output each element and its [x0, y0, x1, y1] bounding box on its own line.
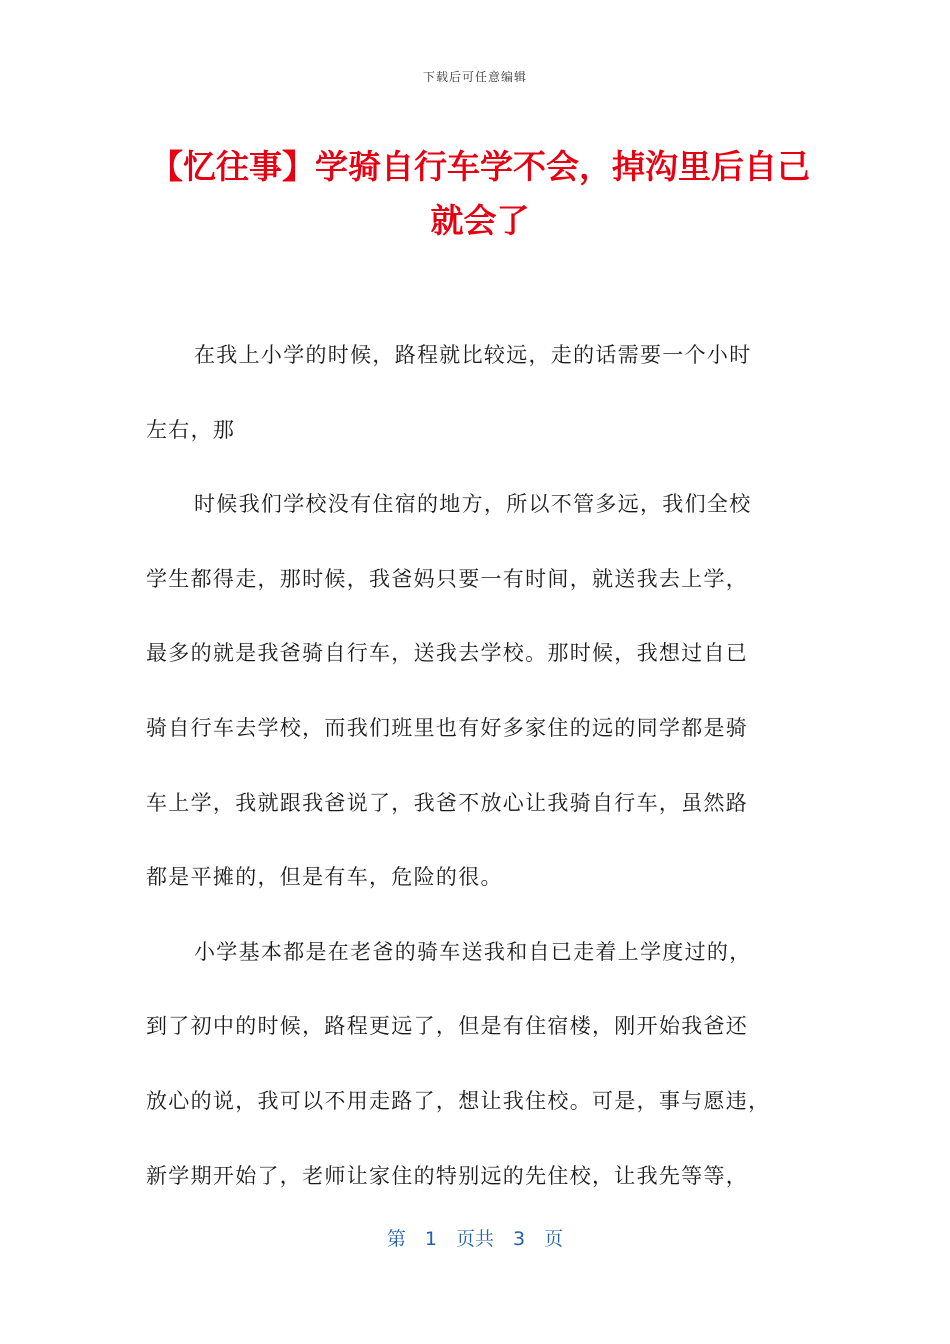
document-title: 【忆往事】学骑自行车学不会，掉沟里后自己就会了: [150, 147, 810, 240]
paragraph-line: 时候我们学校没有住宿的地方，所以不管多远，我们全校: [194, 492, 752, 517]
paragraph-line: 骑自行车去学校，而我们班里也有好多家住的远的同学都是骑: [146, 715, 749, 740]
paragraph-line: 小学基本都是在老爸的骑车送我和自已走着上学度过的，: [194, 939, 752, 964]
document-body: [146, 318, 810, 1213]
paragraph-line: 在我上小学的时候，路程就比较远，走的话需要一个小时: [194, 343, 752, 367]
paragraph-line: 左右，那: [146, 417, 236, 442]
paragraph-line: 车上学，我就跟我爸说了，我爸不放心让我骑自行车，虽然路: [146, 790, 749, 815]
paragraph-line: 到了初中的时候，路程更远了，但是有住宿楼，刚开始我爸还: [146, 1014, 749, 1039]
paragraph-line: 新学期开始了，老师让家住的特别远的先住校，让我先等等，: [146, 1163, 749, 1188]
paragraph-line: 学生都得走，那时候，我爸妈只要一有时间，就送我去上学，: [146, 566, 749, 591]
page-footer: 第 1 页共 3 页: [386, 1228, 564, 1250]
paragraph-line: 最多的就是我爸骑自行车，送我去学校。那时候，我想过自已: [146, 641, 749, 666]
header-note: 下载后可任意编辑: [422, 70, 527, 84]
paragraph-line: 都是平摊的，但是有车，危险的很。: [146, 865, 503, 890]
paragraph-line: 放心的说，我可以不用走路了，想让我住校。可是，事与愿违，: [146, 1088, 771, 1113]
